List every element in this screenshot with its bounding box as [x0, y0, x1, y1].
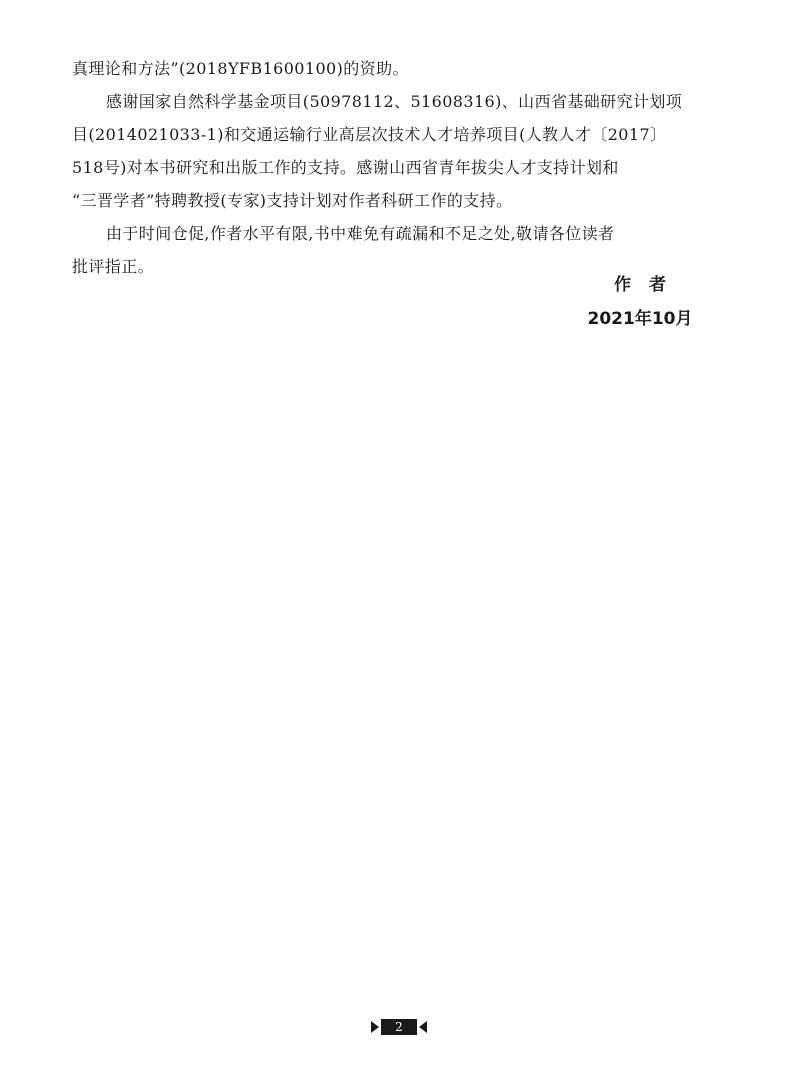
text-line: 批评指正。 — [72, 257, 155, 276]
page-number: 2 — [381, 1019, 417, 1035]
right-triangle-icon — [371, 1021, 379, 1033]
text-line: 感谢国家自然科学基金项目(50978112、51608316)、山西省基础研究计划项 — [106, 92, 683, 111]
paragraph-acknowledgements — [72, 85, 732, 217]
body-text — [72, 52, 732, 283]
text-line: “三晋学者”特聘教授(专家)支持计划对作者科研工作的支持。 — [72, 191, 513, 210]
signature-author: 作者 — [614, 275, 684, 295]
text-line: 真理论和方法”(2018YFB1600100)的资助。 — [72, 59, 409, 78]
left-triangle-icon — [419, 1021, 427, 1033]
text-line: 由于时间仓促,作者水平有限,书中难免有疏漏和不足之处,敬请各位读者 — [106, 224, 615, 243]
text-line: 518号)对本书研究和出版工作的支持。感谢山西省青年拔尖人才支持计划和 — [72, 158, 619, 177]
signature-block — [560, 270, 720, 334]
page-footer — [368, 1018, 430, 1036]
text-line: 目(2014021033-1)和交通运输行业高层次技术人才培养项目(人教人才〔2017〕 — [72, 125, 667, 144]
signature-date: 2021年10月 — [587, 309, 693, 329]
paragraph-funding-end — [72, 52, 732, 85]
